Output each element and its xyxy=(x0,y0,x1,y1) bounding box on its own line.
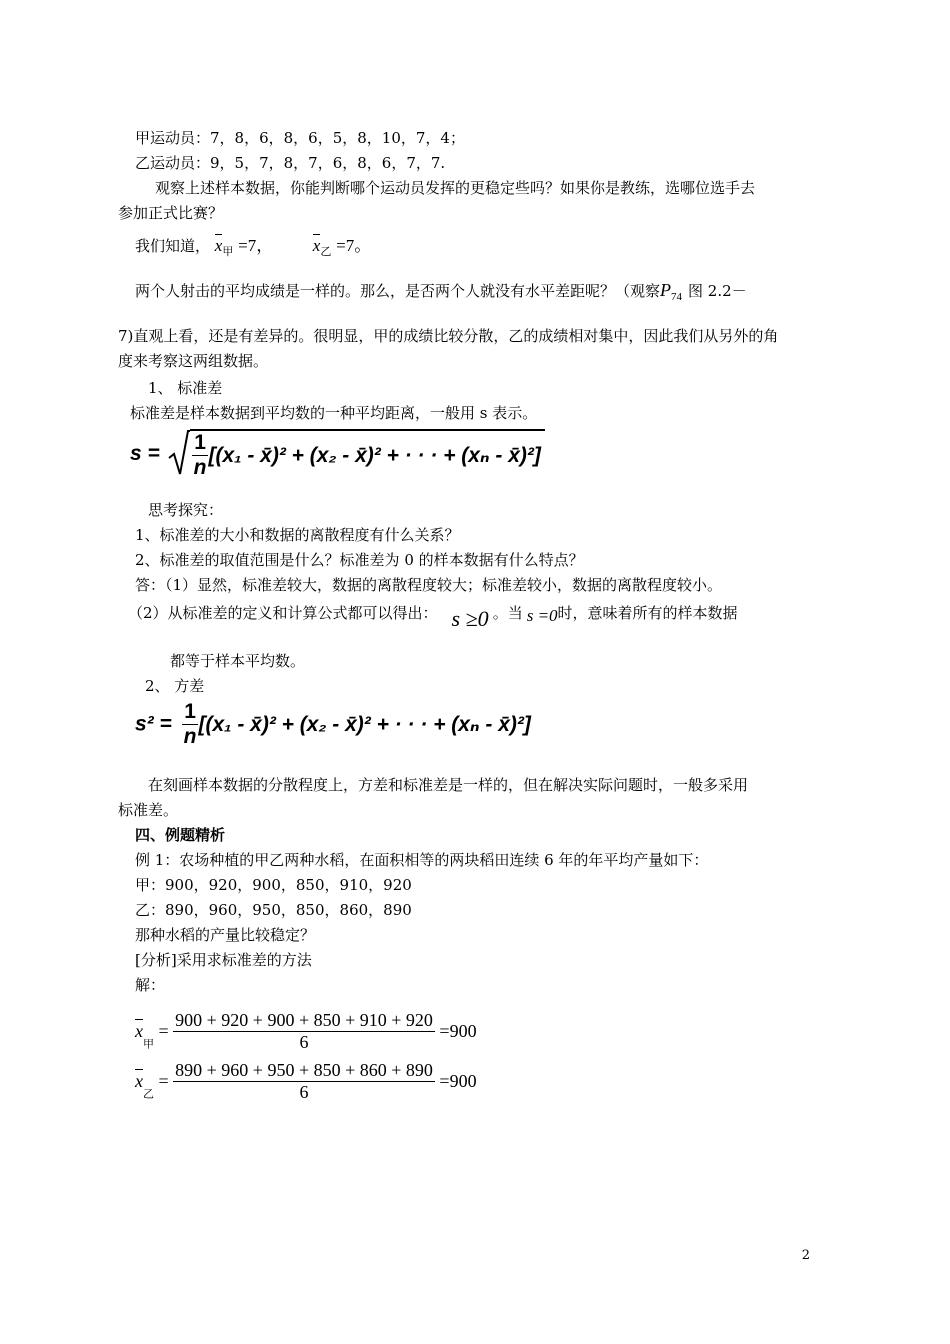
line-yi-data: 乙运动员：9，5，7，8，7，6，8，6，7，7. xyxy=(135,154,446,172)
line-intuition-cont: 度来考察这两组数据。 xyxy=(118,352,269,370)
line-var-note-cont: 标准差。 xyxy=(118,801,179,819)
mean-jia-formula: $x_甲$ = $\frac{900 + 920 + 900 + 850 + 910 + 920}{6}$ =900 xyxy=(135,1010,477,1052)
heading-std: 1、 标准差 xyxy=(148,379,223,397)
line-var-note: 在刻画样本数据的分散程度上，方差和标准差是一样的，但在解决实际问题时，一般多采用 xyxy=(148,776,749,794)
line-compare: 两个人射击的平均成绩是一样的。那么，是否两个人就没有水平差距呢？（观察$P_{74}$ 图 2.2－ xyxy=(135,280,747,303)
variance-formula: s² = $\frac{1}{n}$ [(x₁ - x̄)² + (x₂ - x̄)² + · · · + (xₙ - x̄)²] xyxy=(135,700,531,748)
mean-yi-formula: $x_乙$ = $\frac{890 + 960 + 950 + 850 + 860 + 890}{6}$ =900 xyxy=(135,1060,477,1102)
heading-variance: 2、 方差 xyxy=(145,677,205,695)
line-jia-data: 甲运动员：7，8，6，8，6，5，8，10，7，4； xyxy=(135,129,465,147)
line-a2-cont: 都等于样本平均数。 xyxy=(170,652,306,670)
line-observe: 观察上述样本数据，你能判断哪个运动员发挥的更稳定些吗？如果你是教练，选哪位选手去 xyxy=(155,179,756,197)
line-a1: 答：（1）显然，标准差较大，数据的离散程度较大；标准差较小，数据的离散程度较小。 xyxy=(135,576,723,594)
line-solution: 解： xyxy=(135,976,166,994)
line-observe-cont: 参加正式比赛？ xyxy=(118,204,224,222)
line-means: 我们知道， $x_甲 =7$， $x_乙 =7$。 xyxy=(135,236,372,258)
line-think: 思考探究： xyxy=(148,501,224,519)
line-analysis: [分析]采用求标准差的方法 xyxy=(135,951,312,969)
line-std-def: 标准差是样本数据到平均数的一种平均距离，一般用 s 表示。 xyxy=(130,404,538,422)
line-yi-yield: 乙：890，960，950，850，860，890 xyxy=(135,901,412,919)
line-intuition: 7)直观上看，还是有差异的。很明显，甲的成绩比较分散，乙的成绩相对集中，因此我们从另外的角 xyxy=(118,327,779,345)
line-jia-yield: 甲：900，920，900，850，910，920 xyxy=(135,876,412,894)
line-question: 那种水稻的产量比较稳定？ xyxy=(135,926,316,944)
std-formula: s = $\frac{1}{n}$ [(x₁ - x̄)² + (x₂ - x̄)² + · · · + (xₙ - x̄)²] xyxy=(130,428,545,478)
line-q1: 1、标准差的大小和数据的离散程度有什么关系？ xyxy=(135,526,460,544)
line-a2: （2）从标准差的定义和计算公式都可以得出： s ≥0 。当 s =0时，意味着所有的样本数据 xyxy=(128,604,738,631)
heading-examples: 四、例题精析 xyxy=(135,826,226,844)
sqrt-sign-icon xyxy=(168,430,190,478)
line-q2: 2、标准差的取值范围是什么？标准差为 0 的样本数据有什么特点？ xyxy=(135,551,584,569)
line-example1: 例 1：农场种植的甲乙两种水稻，在面积相等的两块稻田连续 6 年的年平均产量如下： xyxy=(135,851,709,869)
page-number: 2 xyxy=(801,1248,810,1263)
